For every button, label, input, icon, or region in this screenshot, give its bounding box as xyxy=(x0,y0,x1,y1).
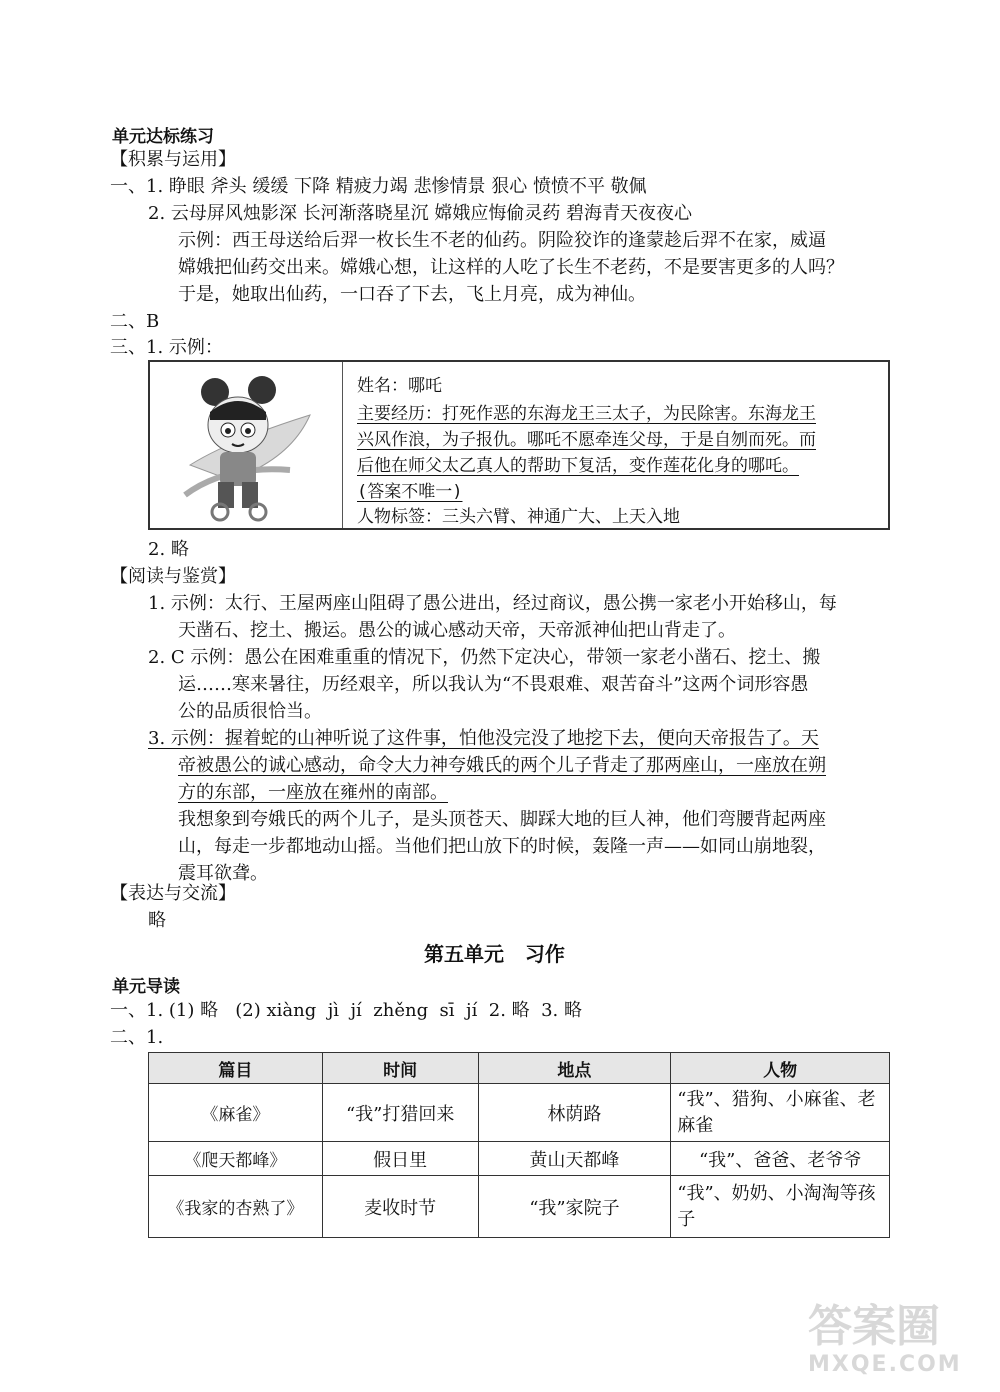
q1-2: 2. 云母屏风烛影深 长河渐落晓星沉 嫦娥应悔偷灵药 碧海青天夜夜心 xyxy=(148,203,693,224)
section-expression: 【表达与交流】 xyxy=(110,883,236,904)
example-line: 示例：西王母送给后羿一枚长生不老的仙药。阴险狡诈的逢蒙趁后羿不在家，威逼 xyxy=(178,230,826,251)
table-cell: “我”打猎回来 xyxy=(322,1084,478,1142)
table-row xyxy=(149,1176,890,1238)
table-cell: “我”、猎狗、小麻雀、老麻雀 xyxy=(671,1084,890,1142)
table-row xyxy=(149,1084,890,1142)
expression-answer: 略 xyxy=(148,910,166,931)
guide-q1: 一、1. (1) 略 (2) xiàng jì jí zhěng sī jí 2. 略 3. 略 xyxy=(110,1000,582,1021)
table-cell: 《我家的杏熟了》 xyxy=(149,1176,323,1238)
card-tags: 人物标签：三头六臂、神通广大、上天入地 xyxy=(357,507,680,527)
reading-2: 2. C 示例：愚公在困难重重的情况下，仍然下定决心，带领一家老小凿石、挖土、搬 xyxy=(148,647,821,668)
reading-2: 运……寒来暑往，历经艰辛，所以我认为“不畏艰难、艰苦奋斗”这两个词形容愚 xyxy=(178,674,809,695)
watermark-logo xyxy=(808,1302,978,1382)
section-accumulation: 【积累与运用】 xyxy=(110,149,236,170)
card-experience-line: 后他在师父太乙真人的帮助下复活，变作莲花化身的哪吒。 xyxy=(357,456,799,476)
table-cell: “我”、爸爸、老爷爷 xyxy=(671,1142,890,1176)
reading-1: 天凿石、挖土、搬运。愚公的诚心感动天帝，天帝派神仙把山背走了。 xyxy=(178,620,736,641)
table-cell: “我”家院子 xyxy=(478,1176,671,1238)
card-divider xyxy=(342,362,343,528)
q2: 二、B xyxy=(110,311,160,332)
nezha-illustration xyxy=(170,370,325,525)
reading-3b: 我想象到夸娥氏的两个儿子，是头顶苍天、脚踩大地的巨人神，他们弯腰背起两座 xyxy=(178,809,826,830)
col-header: 篇目 xyxy=(149,1053,323,1084)
table-cell: 黄山天都峰 xyxy=(478,1142,671,1176)
watermark-url: MXQE.COM xyxy=(808,1352,962,1377)
q3-2: 2. 略 xyxy=(148,539,189,560)
guide-q2: 二、1. xyxy=(110,1027,164,1048)
reading-3: 帝被愚公的诚心感动，命令大力神夸娥氏的两个儿子背走了那两座山，一座放在朔 xyxy=(178,755,826,776)
col-header: 地点 xyxy=(478,1053,671,1084)
example-line: 于是，她取出仙药，一口吞了下去，飞上月亮，成为神仙。 xyxy=(178,284,646,305)
reading-3b: 震耳欲聋。 xyxy=(178,863,268,884)
reading-1: 1. 示例：太行、王屋两座山阻碍了愚公进出，经过商议，愚公携一家老小开始移山，每 xyxy=(148,593,837,614)
unit5-heading: 第五单元 习作 xyxy=(424,942,565,966)
col-header: 人物 xyxy=(671,1053,890,1084)
unit-practice-title: 单元达标练习 xyxy=(112,127,214,147)
section-reading: 【阅读与鉴赏】 xyxy=(110,566,236,587)
card-name: 姓名：哪吒 xyxy=(357,376,442,396)
watermark-brand: 答案圈 xyxy=(808,1301,940,1352)
reading-3: 方的东部，一座放在雍州的南部。 xyxy=(178,782,448,803)
example-line: 嫦娥把仙药交出来。嫦娥心想，让这样的人吃了长生不老药，不是要害更多的人吗？ xyxy=(178,257,844,278)
card-experience-line: 兴风作浪，为子报仇。哪吒不愿牵连父母，于是自刎而死。而 xyxy=(357,430,816,450)
table-cell: 林荫路 xyxy=(478,1084,671,1142)
table-cell: “我”、奶奶、小淘淘等孩子 xyxy=(671,1176,890,1238)
guide-title: 单元导读 xyxy=(112,977,180,997)
table-row xyxy=(149,1142,890,1176)
character-card xyxy=(148,360,890,530)
story-table xyxy=(148,1052,890,1238)
q1-1: 一、1. 睁眼 斧头 缓缓 下降 精疲力竭 悲惨情景 狠心 愤愤不平 敬佩 xyxy=(110,176,647,197)
q3-1: 三、1. 示例： xyxy=(110,337,223,358)
col-header: 时间 xyxy=(322,1053,478,1084)
card-experience-line xyxy=(357,399,816,424)
table-cell: 麦收时节 xyxy=(322,1176,478,1238)
reading-2: 公的品质很恰当。 xyxy=(178,701,322,722)
reading-3: 3. 示例：握着蛇的山神听说了这件事，怕他没完没了地挖下去，便向天帝报告了。天 xyxy=(148,728,819,749)
table-cell: 假日里 xyxy=(322,1142,478,1176)
card-exp-text: 主要经历：打死作恶的东海龙王三太子，为民除害。东海龙王 xyxy=(357,404,816,424)
table-cell: 《麻雀》 xyxy=(149,1084,323,1142)
table-cell: 《爬天都峰》 xyxy=(149,1142,323,1176)
card-note: (答案不唯一) xyxy=(357,482,463,502)
reading-3b: 山，每走一步都地动山摇。当他们把山放下的时候，轰隆一声——如同山崩地裂， xyxy=(178,836,826,857)
